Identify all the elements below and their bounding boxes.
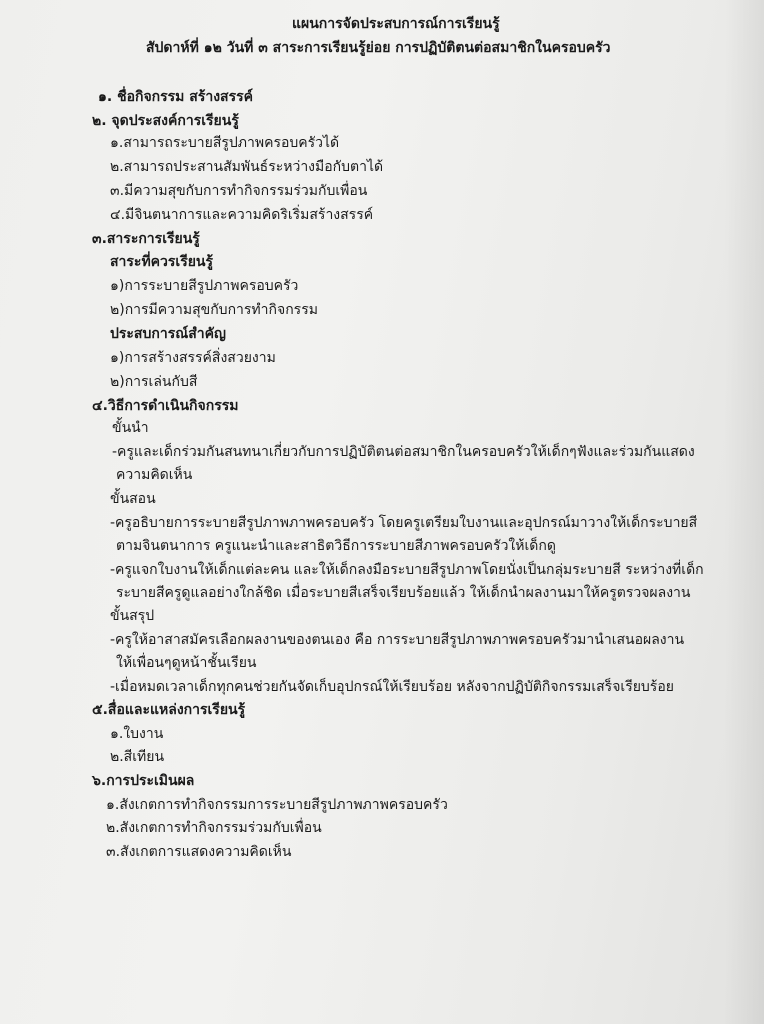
section3-sub1-heading: สาระที่ควรเรียนรู้ — [110, 254, 214, 270]
section5-heading: ๕.สื่อและแหล่งการเรียนรู้ — [92, 702, 246, 718]
week-line: สัปดาห์ที่ ๑๒ วันที่ ๓ สาระการเรียนรู้ย่อย การปฏิบัติตนต่อสมาชิกในครอบครัว — [146, 40, 611, 56]
steps-line: ระบายสีครูดูแลอย่างใกล้ชิด เมื่อระบายสีเสร็จเรียบร้อยแล้ว ให้เด็กนำผลงานมาให้ครูตรวจผลงาน — [116, 585, 691, 601]
evaluation-item: ๒.สังเกตการทำกิจกรรมร่วมกับเพื่อน — [106, 820, 322, 836]
objective-item: ๒.สามารถประสานสัมพันธ์ระหว่างมือกับตาได้ — [110, 159, 384, 175]
objective-item: ๔.มีจินตนาการและความคิดริเริ่มสร้างสรรค์ — [110, 207, 374, 223]
intro-label: ขั้นนำ — [112, 420, 149, 436]
content-item: ๑)การระบายสีรูปภาพครอบครัว — [110, 278, 299, 294]
content-item: ๒)การมีความสุขกับการทำกิจกรรม — [110, 302, 318, 318]
steps-label: ขั้นสอน — [110, 491, 156, 507]
steps-line: ตามจินตนาการ ครูแนะนำและสาธิตวิธีการระบายสีภาพครอบครัวให้เด็กดู — [116, 538, 556, 554]
summary-line: -เมื่อหมดเวลาเด็กทุกคนช่วยกันจัดเก็บอุปกรณ์ให้เรียบร้อย หลังจากปฏิบัติกิจกรรมเสร็จเรียบร้อย — [110, 679, 674, 695]
section3-heading: ๓.สาระการเรียนรู้ — [92, 231, 200, 247]
steps-line: -ครูแจกใบงานให้เด็กแต่ละคน และให้เด็กลงมือระบายสีรูปภาพโดยนั่งเป็นกลุ่มระบายสี ระหว่างที่เด็ก — [110, 562, 704, 578]
intro-line: ความคิดเห็น — [116, 467, 193, 483]
document-title: แผนการจัดประสบการณ์การเรียนรู้ — [292, 16, 500, 32]
section1-heading: ๑. ชื่อกิจกรรม สร้างสรรค์ — [98, 89, 253, 105]
objective-item: ๑.สามารถระบายสีรูปภาพครอบครัวได้ — [110, 135, 340, 151]
section2-heading: ๒. จุดประสงค์การเรียนรู้ — [92, 113, 239, 129]
media-item: ๒.สีเทียน — [110, 749, 165, 765]
media-item: ๑.ใบงาน — [110, 726, 164, 742]
experience-item: ๒)การเล่นกับสี — [110, 374, 198, 390]
steps-line: -ครูอธิบายการระบายสีรูปภาพภาพครอบครัว โดยครูเตรียมใบงานและอุปกรณ์มาวางให้เด็กระบายสี — [110, 515, 698, 531]
evaluation-item: ๑.สังเกตการทำกิจกรรมการระบายสีรูปภาพภาพครอบครัว — [106, 797, 448, 813]
page-shadow — [724, 0, 764, 1024]
summary-label: ขั้นสรุป — [110, 608, 155, 624]
section4-heading: ๔.วิธีการดำเนินกิจกรรม — [92, 398, 239, 414]
summary-line: ให้เพื่อนๆดูหน้าชั้นเรียน — [116, 655, 257, 671]
evaluation-item: ๓.สังเกตการแสดงความคิดเห็น — [106, 844, 292, 860]
objective-item: ๓.มีความสุขกับการทำกิจกรรมร่วมกับเพื่อน — [110, 183, 368, 199]
section3-sub2-heading: ประสบการณ์สำคัญ — [110, 326, 226, 342]
intro-line: -ครูและเด็กร่วมกันสนทนาเกี่ยวกับการปฏิบัติตนต่อสมาชิกในครอบครัวให้เด็กๆฟังและร่วมกันแสดง — [112, 444, 695, 460]
experience-item: ๑)การสร้างสรรค์สิ่งสวยงาม — [110, 350, 276, 366]
section6-heading: ๖.การประเมินผล — [92, 773, 195, 789]
summary-line: -ครูให้อาสาสมัครเลือกผลงานของตนเอง คือ การระบายสีรูปภาพภาพครอบครัวมานำเสนอผลงาน — [110, 632, 685, 648]
